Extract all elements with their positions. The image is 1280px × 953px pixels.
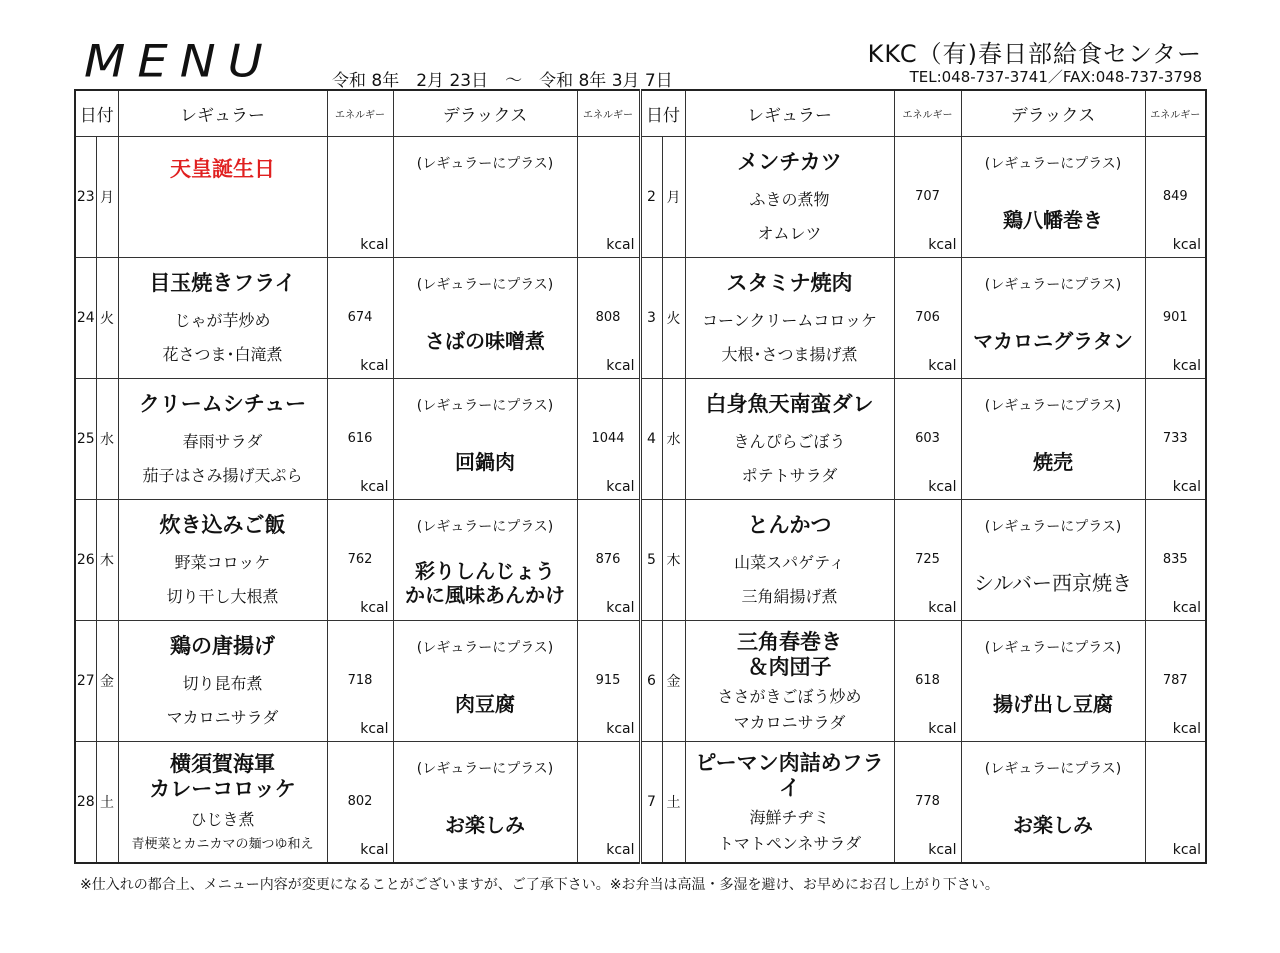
menu-row [75, 621, 1206, 742]
kcal-unit: kcal [1172, 721, 1201, 737]
menu-body [75, 137, 1206, 864]
regular-kcal-value: 616 [347, 431, 373, 446]
regular-kcal-value: 802 [347, 794, 373, 809]
regular-main-dish: 横須賀海軍 カレーコロッケ [149, 751, 296, 801]
day-number: 5 [640, 500, 662, 621]
regular-main-dish: 鶏の唐揚げ [170, 634, 275, 659]
regular-kcal-value: 618 [915, 673, 940, 688]
menu-row [75, 258, 1206, 379]
regular-energy-cell [894, 742, 961, 864]
deluxe-cell [961, 621, 1145, 742]
regular-main-dish: 白身魚天南蛮ダレ [705, 392, 874, 417]
regular-energy-cell [327, 621, 393, 742]
regular-kcal-value: 707 [915, 189, 940, 204]
regular-main-dish: クリームシチュー [138, 392, 307, 417]
deluxe-energy-cell [577, 500, 640, 621]
weekday: 土 [662, 742, 685, 864]
kcal-unit: kcal [606, 842, 635, 858]
regular-cell [685, 500, 894, 621]
weekday: 火 [96, 258, 118, 379]
regular-energy-cell [327, 742, 393, 864]
weekday: 月 [662, 137, 685, 258]
deluxe-dish: 鶏八幡巻き [1003, 208, 1103, 232]
col-energy-right: エネルギー [894, 90, 961, 137]
regular-side-dish-1: ささがきごぼう炒め [717, 686, 862, 706]
deluxe-note: (レギュラーにプラス) [416, 156, 554, 172]
regular-main-dish: メンチカツ [737, 150, 842, 175]
kcal-unit: kcal [928, 237, 957, 253]
col-date-right: 日付 [640, 90, 685, 137]
regular-cell [685, 258, 894, 379]
deluxe-kcal-value: 901 [1162, 310, 1188, 325]
weekday: 月 [96, 137, 118, 258]
day-number: 28 [75, 742, 96, 864]
regular-energy-cell [327, 379, 393, 500]
regular-side-dish-2: ポテトサラダ [741, 466, 838, 486]
regular-cell [118, 379, 327, 500]
regular-main-dish: 天皇誕生日 [170, 156, 275, 181]
deluxe-dish: 彩りしんじょう かに風味あんかけ [405, 559, 565, 607]
regular-kcal-value: 603 [915, 431, 940, 446]
regular-side-dish-1: じゃが芋炒め [174, 311, 271, 331]
deluxe-energy-cell [577, 379, 640, 500]
deluxe-note: (レギュラーにプラス) [416, 519, 554, 535]
regular-energy-cell [894, 621, 961, 742]
regular-cell [685, 379, 894, 500]
kcal-unit: kcal [606, 721, 635, 737]
deluxe-note: (レギュラーにプラス) [984, 156, 1122, 172]
regular-kcal-value: 778 [915, 794, 940, 809]
kcal-unit: kcal [360, 237, 389, 253]
regular-side-dish-2: 三角絹揚げ煮 [741, 587, 838, 607]
regular-main-dish: 炊き込みご飯 [159, 513, 286, 538]
deluxe-cell [961, 258, 1145, 379]
weekday: 土 [96, 742, 118, 864]
kcal-unit: kcal [928, 721, 957, 737]
deluxe-energy-cell [577, 258, 640, 379]
day-number: 27 [75, 621, 96, 742]
kcal-unit: kcal [360, 600, 389, 616]
company-contact: TEL:048-737-3741／FAX:048-737-3798 [909, 68, 1202, 86]
regular-energy-cell [894, 500, 961, 621]
deluxe-note: (レギュラーにプラス) [416, 277, 554, 293]
regular-cell [685, 137, 894, 258]
deluxe-energy-cell [577, 742, 640, 864]
deluxe-note: (レギュラーにプラス) [416, 398, 554, 414]
menu-row [75, 742, 1206, 864]
deluxe-cell [393, 621, 577, 742]
regular-side-dish-1: きんぴらごぼう [733, 432, 846, 452]
regular-side-dish-1: 野菜コロッケ [174, 553, 271, 573]
regular-main-dish: 三角春巻き ＆肉団子 [737, 630, 842, 680]
regular-main-dish: ピーマン肉詰めフライ [695, 751, 884, 801]
deluxe-cell [393, 500, 577, 621]
regular-kcal-value: 725 [915, 552, 940, 567]
regular-kcal-value: 718 [347, 673, 373, 688]
regular-side-dish-2: トマトペンネサラダ [717, 833, 862, 853]
deluxe-energy-cell [1145, 137, 1206, 258]
deluxe-kcal-value: 876 [595, 552, 621, 567]
deluxe-kcal-value: 915 [595, 673, 621, 688]
deluxe-dish: シルバー西京焼き [973, 571, 1133, 595]
deluxe-dish: お楽しみ [445, 813, 525, 837]
kcal-unit: kcal [606, 237, 635, 253]
deluxe-dish: 揚げ出し豆腐 [993, 692, 1113, 716]
kcal-unit: kcal [1172, 358, 1201, 374]
regular-side-dish-1: ふきの煮物 [749, 190, 830, 210]
regular-kcal-value: 674 [347, 310, 373, 325]
regular-cell [118, 258, 327, 379]
regular-energy-cell [327, 258, 393, 379]
deluxe-note: (レギュラーにプラス) [984, 640, 1122, 656]
regular-side-dish-1: ひじき煮 [190, 809, 255, 829]
kcal-unit: kcal [928, 358, 957, 374]
regular-cell [118, 137, 327, 258]
day-number: 4 [640, 379, 662, 500]
regular-side-dish-2: 大根･さつま揚げ煮 [721, 345, 858, 365]
kcal-unit: kcal [928, 600, 957, 616]
regular-side-dish-2: 青梗菜とカニカマの麺つゆ和え [131, 836, 314, 852]
kcal-unit: kcal [928, 842, 957, 858]
col-energy-right-2: エネルギー [1145, 90, 1206, 137]
regular-main-dish: とんかつ [747, 513, 832, 538]
menu-row [75, 379, 1206, 500]
deluxe-dish [394, 189, 577, 251]
deluxe-note: (レギュラーにプラス) [984, 398, 1122, 414]
regular-side-dish-2: 茄子はさみ揚げ天ぷら [142, 466, 303, 486]
deluxe-dish: 回鍋肉 [455, 450, 515, 474]
regular-cell [685, 621, 894, 742]
day-number: 3 [640, 258, 662, 379]
regular-side-dish-2: マカロニサラダ [166, 708, 279, 728]
deluxe-energy-cell [577, 137, 640, 258]
deluxe-note: (レギュラーにプラス) [984, 761, 1122, 777]
deluxe-note: (レギュラーにプラス) [416, 761, 554, 777]
menu-title: MENU [84, 36, 275, 88]
col-deluxe-right: デラックス [961, 90, 1145, 137]
regular-side-dish-1: 海鮮チヂミ [749, 807, 830, 827]
menu-table [74, 89, 1207, 864]
day-number: 7 [640, 742, 662, 864]
weekday: 木 [662, 500, 685, 621]
kcal-unit: kcal [606, 479, 635, 495]
weekday: 水 [662, 379, 685, 500]
deluxe-energy-cell [1145, 500, 1206, 621]
regular-kcal-value: 706 [915, 310, 940, 325]
deluxe-dish: 焼売 [1033, 450, 1073, 474]
deluxe-cell [961, 742, 1145, 864]
deluxe-note: (レギュラーにプラス) [984, 277, 1122, 293]
regular-side-dish-1: コーンクリームコロッケ [701, 311, 878, 331]
deluxe-note: (レギュラーにプラス) [416, 640, 554, 656]
col-deluxe-left: デラックス [393, 90, 577, 137]
weekday: 火 [662, 258, 685, 379]
deluxe-energy-cell [1145, 621, 1206, 742]
deluxe-energy-cell [1145, 258, 1206, 379]
footer-note: ※仕入れの都合上、メニュー内容が変更になることがございますが、ご了承下さい。※お弁当は高温・多湿を避け、お早めにお召し上がり下さい。 [80, 877, 999, 893]
deluxe-kcal-value: 849 [1162, 189, 1188, 204]
day-number: 25 [75, 379, 96, 500]
regular-side-dish-1: 春雨サラダ [182, 432, 263, 452]
regular-cell [118, 621, 327, 742]
col-energy-left-2: エネルギー [577, 90, 640, 137]
deluxe-cell [393, 379, 577, 500]
regular-energy-cell [894, 379, 961, 500]
weekday: 金 [662, 621, 685, 742]
deluxe-cell [393, 137, 577, 258]
regular-side-dish-2: マカロニサラダ [733, 712, 846, 732]
deluxe-kcal-value: 808 [595, 310, 621, 325]
weekday: 金 [96, 621, 118, 742]
header-row [75, 90, 1206, 137]
col-regular-left: レギュラー [118, 90, 327, 137]
menu-row [75, 137, 1206, 258]
kcal-unit: kcal [606, 600, 635, 616]
regular-side-dish-2: オムレツ [757, 224, 822, 244]
day-number: 6 [640, 621, 662, 742]
day-number: 26 [75, 500, 96, 621]
deluxe-dish: さばの味噌煮 [425, 329, 545, 353]
weekday: 木 [96, 500, 118, 621]
regular-cell [685, 742, 894, 864]
deluxe-energy-cell [577, 621, 640, 742]
regular-main-dish: 目玉焼きフライ [149, 271, 296, 296]
regular-side-dish-1: 山菜スパゲティ [734, 553, 845, 573]
regular-side-dish-1: 切り昆布煮 [182, 674, 263, 694]
regular-energy-cell [894, 258, 961, 379]
regular-energy-cell [327, 137, 393, 258]
day-number: 2 [640, 137, 662, 258]
deluxe-kcal-value: 787 [1162, 673, 1188, 688]
company-name: KKC（有)春日部給食センター [867, 40, 1202, 68]
regular-cell [118, 500, 327, 621]
col-energy-left: エネルギー [327, 90, 393, 137]
deluxe-cell [961, 137, 1145, 258]
deluxe-kcal-value: 733 [1162, 431, 1188, 446]
kcal-unit: kcal [928, 479, 957, 495]
deluxe-energy-cell [1145, 742, 1206, 864]
kcal-unit: kcal [1172, 600, 1201, 616]
regular-side-dish-2: 花さつま･白滝煮 [162, 345, 283, 365]
regular-cell [118, 742, 327, 864]
regular-energy-cell [894, 137, 961, 258]
regular-side-dish-2: 切り干し大根煮 [166, 587, 279, 607]
regular-energy-cell [327, 500, 393, 621]
regular-kcal-value: 762 [347, 552, 373, 567]
deluxe-cell [393, 742, 577, 864]
kcal-unit: kcal [606, 358, 635, 374]
kcal-unit: kcal [360, 479, 389, 495]
col-date-left: 日付 [75, 90, 118, 137]
day-number: 24 [75, 258, 96, 379]
deluxe-energy-cell [1145, 379, 1206, 500]
menu-period: 令和 8年 2月 23日 ～ 令和 8年 3月 7日 [332, 71, 673, 91]
deluxe-dish: マカロニグラタン [973, 329, 1133, 353]
kcal-unit: kcal [360, 721, 389, 737]
deluxe-dish: 肉豆腐 [455, 692, 515, 716]
kcal-unit: kcal [1172, 842, 1201, 858]
regular-main-dish: スタミナ焼肉 [726, 271, 853, 296]
kcal-unit: kcal [360, 358, 389, 374]
deluxe-cell [961, 500, 1145, 621]
kcal-unit: kcal [360, 842, 389, 858]
weekday: 水 [96, 379, 118, 500]
deluxe-kcal-value: 835 [1162, 552, 1188, 567]
kcal-unit: kcal [1172, 237, 1201, 253]
deluxe-note: (レギュラーにプラス) [984, 519, 1122, 535]
day-number: 23 [75, 137, 96, 258]
kcal-unit: kcal [1172, 479, 1201, 495]
deluxe-cell [961, 379, 1145, 500]
deluxe-kcal-value: 1044 [591, 431, 625, 446]
deluxe-dish: お楽しみ [1013, 813, 1093, 837]
menu-row [75, 500, 1206, 621]
deluxe-cell [393, 258, 577, 379]
col-regular-right: レギュラー [685, 90, 894, 137]
